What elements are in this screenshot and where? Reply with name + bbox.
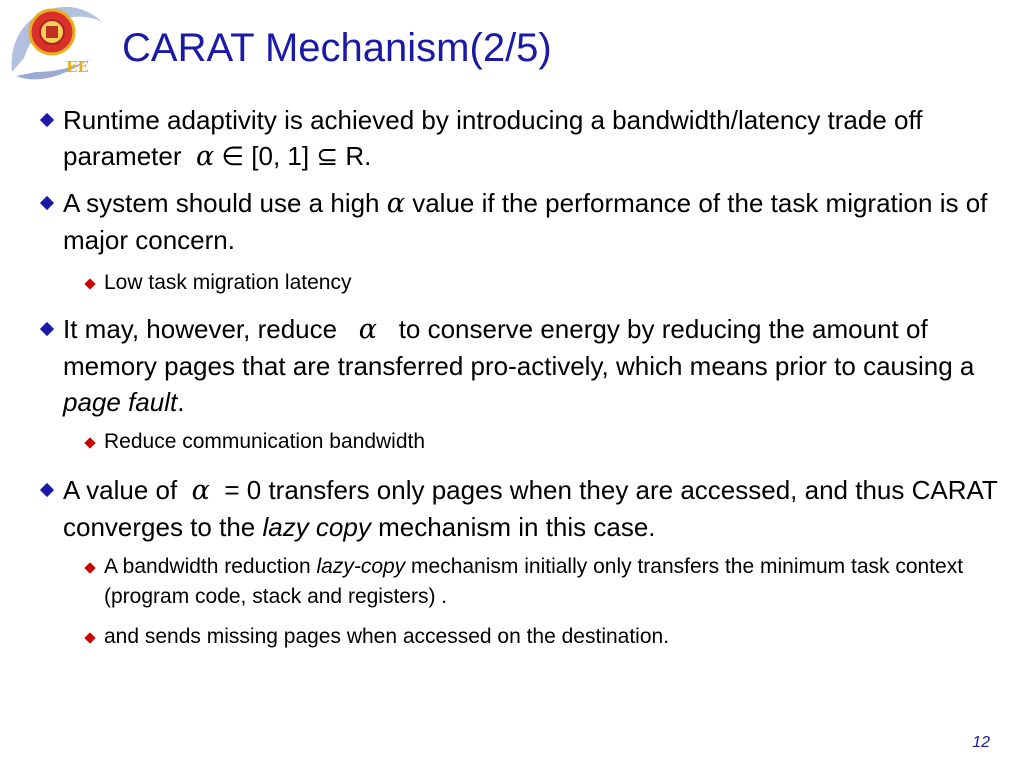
diamond-bullet-icon [84, 632, 95, 643]
alpha-symbol: α [386, 188, 405, 219]
slide-title: CARAT Mechanism(2/5) [122, 26, 552, 70]
university-logo [6, 2, 102, 84]
bullet-text: A value of α = 0 transfers only pages when they are accessed, and thus CARAT converges to the lazy copy mechanism in this case. [63, 475, 998, 542]
subbullet-text: Low task migration latency [104, 271, 352, 294]
diamond-bullet-icon [40, 113, 54, 127]
bullet-high-alpha [42, 185, 1002, 258]
subbullet-text: and sends missing pages when accessed on the destination. [104, 625, 670, 648]
alpha-symbol: α [195, 141, 215, 172]
bullet-text: A system should use a high α value if the performance of the task migration is of major concern. [63, 188, 988, 255]
diamond-bullet-icon [40, 322, 54, 336]
diamond-bullet-icon [40, 196, 54, 210]
bullet-text: It may, however, reduce α to conserve energy by reducing the amount of memory pages that are transferred pro-actively, which means prior to causing a page fault. [63, 314, 975, 417]
subbullet-text: Reduce communication bandwidth [104, 430, 426, 453]
alpha-symbol: α [358, 314, 378, 345]
subbullet-text: A bandwidth reduction lazy-copy mechanism initially only transfers the minimum task context (program code, stack and registers) . [104, 555, 964, 608]
subbullet-low-latency [86, 268, 1002, 298]
bullet-reduce-alpha [42, 311, 1002, 420]
diamond-bullet-icon [40, 483, 54, 497]
alpha-symbol: α [191, 475, 210, 506]
logo-text: EE [66, 58, 89, 76]
bullet-text: Runtime adaptivity is achieved by introducing a bandwidth/latency trade off parameter α ∈ [0, 1] ⊆ R. [63, 105, 923, 172]
diamond-bullet-icon [84, 437, 95, 448]
logo-graphic [6, 2, 102, 84]
subbullet-lazy-copy [86, 552, 1002, 612]
subbullet-reduce-bandwidth [86, 427, 1002, 457]
diamond-bullet-icon [84, 562, 95, 573]
diamond-bullet-icon [84, 278, 95, 289]
bullet-runtime-adaptivity [42, 102, 1002, 175]
page-number: 12 [972, 734, 990, 751]
subbullet-missing-pages [86, 622, 1002, 652]
bullet-alpha-zero [42, 472, 1002, 545]
